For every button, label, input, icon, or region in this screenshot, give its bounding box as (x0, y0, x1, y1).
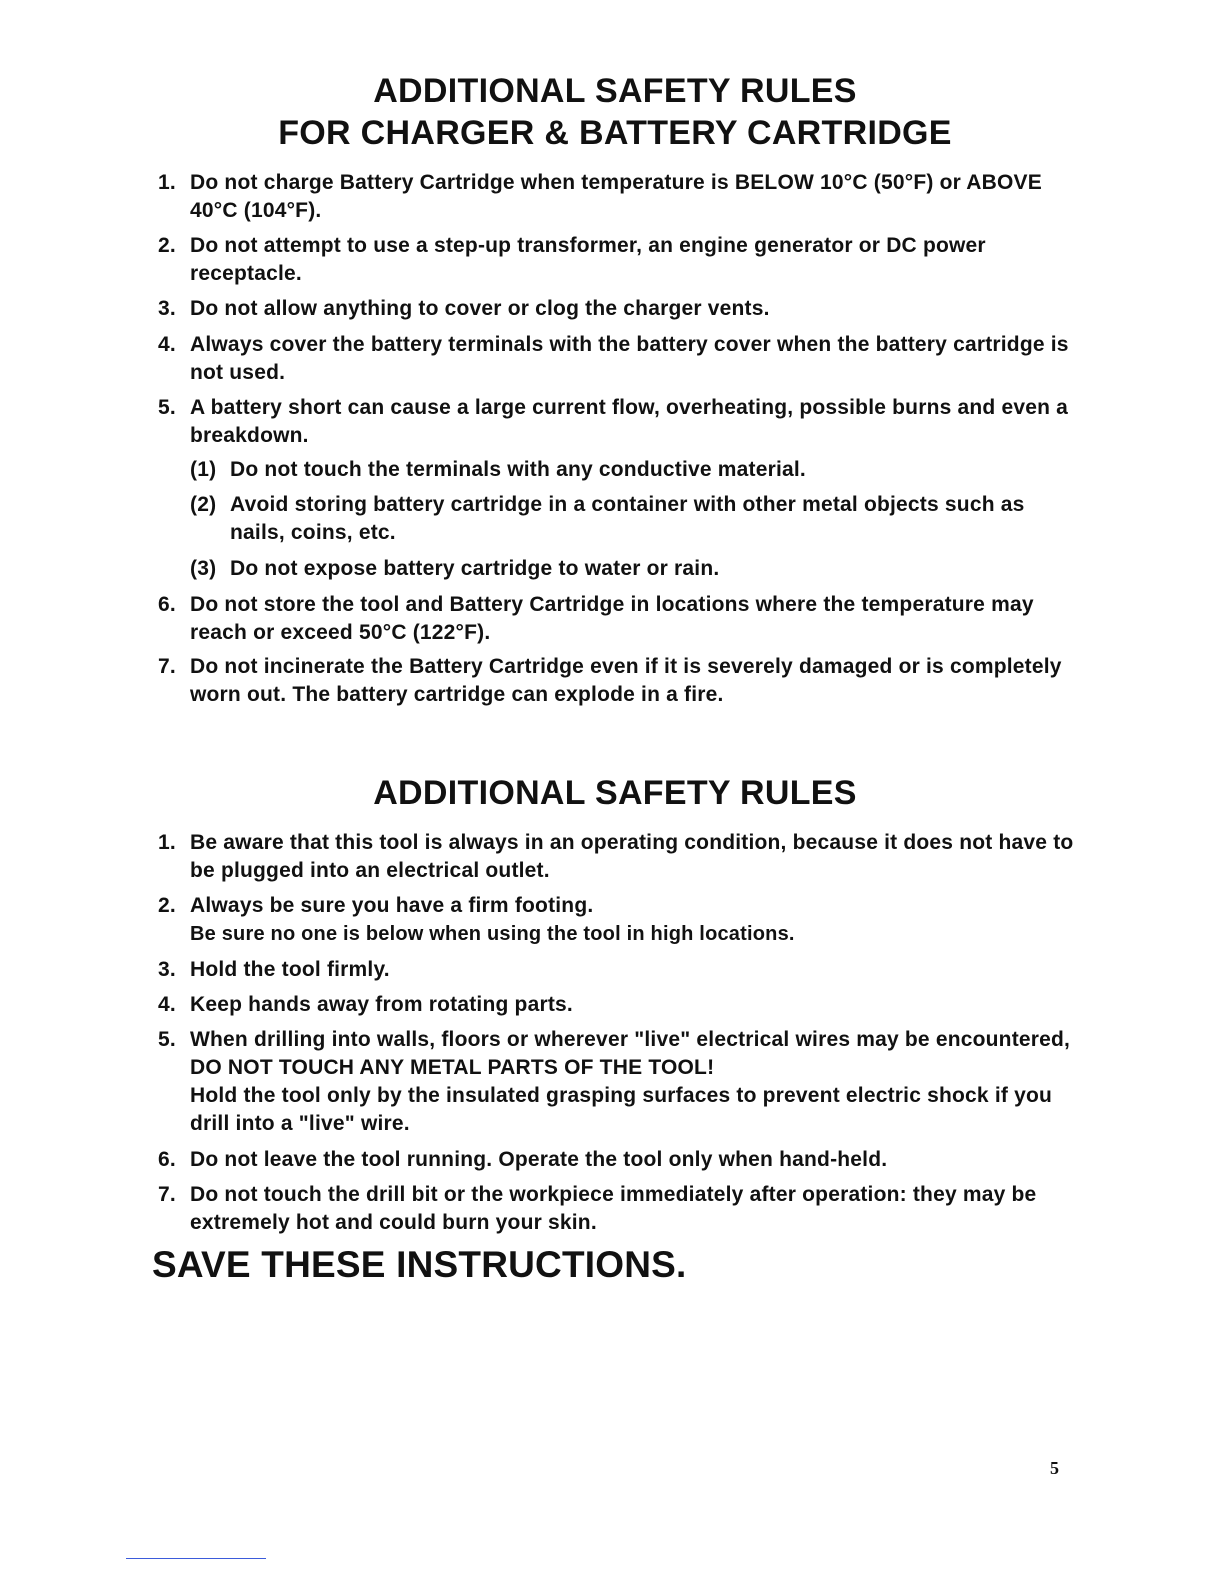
list-item (158, 331, 1078, 387)
item-number: 6. (158, 1148, 176, 1171)
list-item (158, 394, 1078, 450)
item-text: Keep hands away from rotating parts. (190, 993, 573, 1016)
item-text: When drilling into walls, floors or wherever "live" electrical wires may be encountered, DO NOT TOUCH ANY METAL PARTS OF THE TOOL! (190, 1028, 1071, 1079)
section1-title-line2: FOR CHARGER & BATTERY CARTRIDGE (278, 114, 952, 152)
list-item (158, 295, 1078, 323)
item-number: 2. (158, 894, 176, 917)
item-text: Always cover the battery terminals with the battery cover when the battery cartridge is not used. (190, 333, 1069, 384)
list-item (158, 892, 1078, 948)
item-text: Do not incinerate the Battery Cartridge even if it is severely damaged or is completely worn out. The battery cartridge can explode in a fire. (190, 655, 1062, 706)
item-number: 7. (158, 655, 176, 678)
list-item (158, 591, 1078, 647)
sub-item-text: Do not expose battery cartridge to water or rain. (230, 557, 720, 580)
sub-item-text: Do not touch the terminals with any conductive material. (230, 458, 806, 481)
sub-list-item (190, 491, 1080, 547)
item-note: Hold the tool only by the insulated grasping surfaces to prevent electric shock if you drill into a "live" wire. (190, 1084, 1053, 1135)
list-item (158, 169, 1078, 225)
item-number: 4. (158, 993, 176, 1016)
page-number: 5 (1050, 1458, 1059, 1478)
sub-item-number: (2) (190, 493, 217, 516)
sub-item-number: (1) (190, 458, 217, 481)
sub-list-item (190, 456, 1080, 484)
item-number: 2. (158, 234, 176, 257)
section1-title-line1: ADDITIONAL SAFETY RULES (373, 72, 857, 110)
item-text: Always be sure you have a firm footing. (190, 894, 594, 917)
sub-item-text: Avoid storing battery cartridge in a container with other metal objects such as nails, coins, etc. (230, 493, 1025, 544)
list-item (158, 991, 1078, 1019)
bottom-rule (126, 1558, 266, 1559)
item-text: Be aware that this tool is always in an operating condition, because it does not have to be plugged into an electrical outlet. (190, 831, 1074, 882)
section2-title: ADDITIONAL SAFETY RULES (373, 774, 857, 812)
item-number: 6. (158, 593, 176, 616)
list-item (158, 829, 1078, 885)
item-number: 5. (158, 1028, 176, 1051)
item-text: Do not store the tool and Battery Cartridge in locations where the temperature may reach or exceed 50°C (122°F). (190, 593, 1034, 644)
item-text: Do not leave the tool running. Operate the tool only when hand-held. (190, 1148, 888, 1171)
save-instructions-heading: SAVE THESE INSTRUCTIONS. (152, 1244, 687, 1285)
item-number: 1. (158, 831, 176, 854)
item-text: Do not attempt to use a step-up transformer, an engine generator or DC power receptacle. (190, 234, 986, 285)
item-number: 4. (158, 333, 176, 356)
sub-list-item (190, 555, 1080, 583)
list-item (158, 956, 1078, 984)
list-item (158, 1181, 1078, 1237)
item-number: 1. (158, 171, 176, 194)
item-text: Do not charge Battery Cartridge when temperature is BELOW 10°C (50°F) or ABOVE 40°C (104°F). (190, 171, 1042, 222)
list-item (158, 1146, 1078, 1174)
item-text: Do not allow anything to cover or clog the charger vents. (190, 297, 770, 320)
item-text: Hold the tool firmly. (190, 958, 390, 981)
sub-item-number: (3) (190, 557, 217, 580)
item-number: 5. (158, 396, 176, 419)
item-number: 3. (158, 297, 176, 320)
item-number: 3. (158, 958, 176, 981)
item-text: A battery short can cause a large current flow, overheating, possible burns and even a breakdown. (190, 396, 1069, 447)
list-item (158, 1026, 1078, 1138)
item-number: 7. (158, 1183, 176, 1206)
item-note: Be sure no one is below when using the tool in high locations. (190, 923, 795, 945)
item-text: Do not touch the drill bit or the workpiece immediately after operation: they may be extremely hot and could burn your skin. (190, 1183, 1037, 1234)
list-item (158, 232, 1078, 288)
list-item (158, 653, 1078, 709)
